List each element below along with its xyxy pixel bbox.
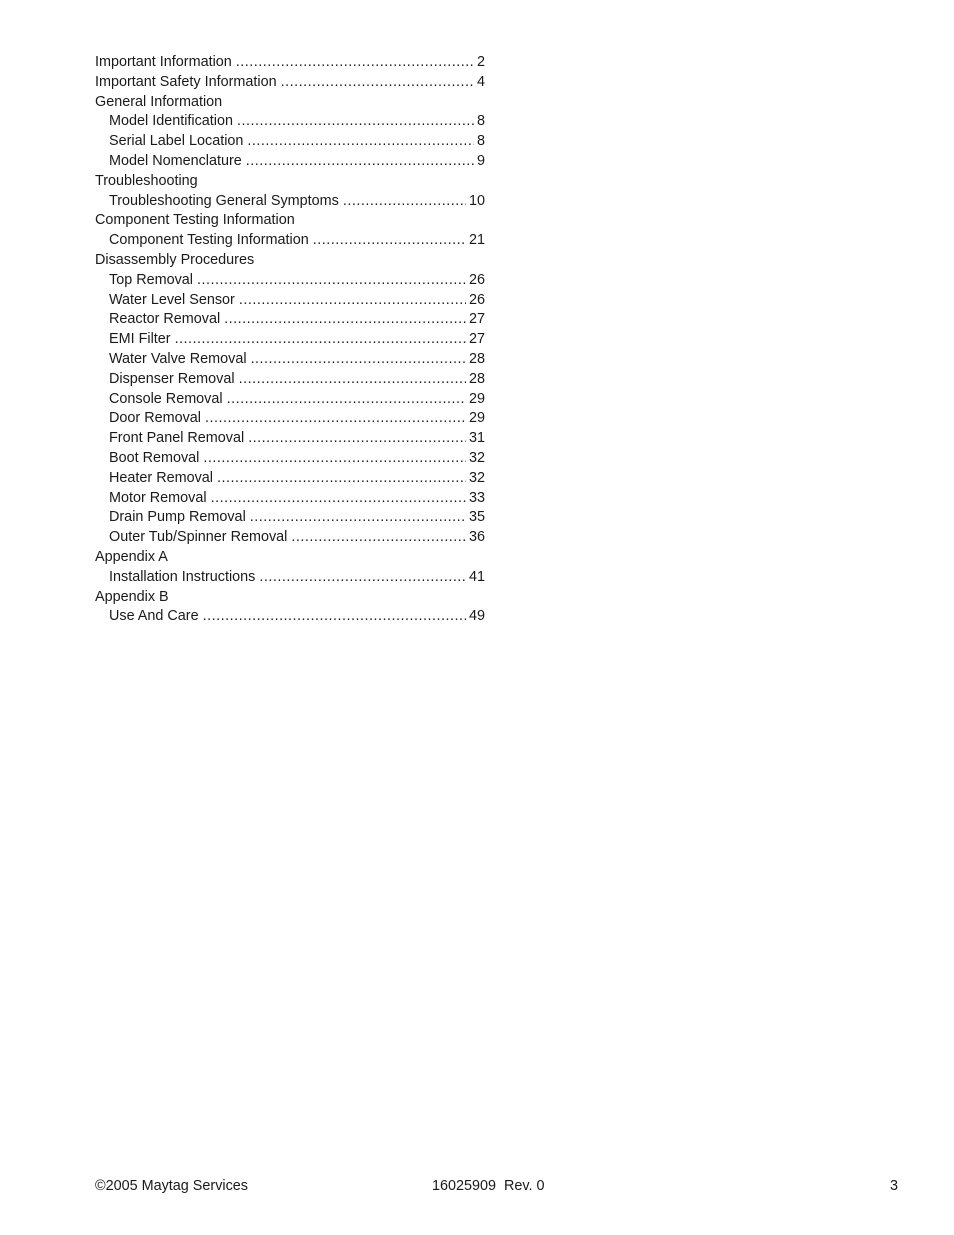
toc-entry-label: Troubleshooting xyxy=(95,172,198,189)
toc-entry-page: 27 xyxy=(468,331,485,348)
toc-entry-page: 35 xyxy=(468,509,485,526)
toc-leader-dots xyxy=(239,370,466,390)
toc-leader-dots xyxy=(175,330,466,350)
toc-leader-dots xyxy=(237,112,474,132)
toc-leader-dots xyxy=(313,231,466,251)
toc-entry[interactable] xyxy=(95,607,485,627)
toc-entry-page: 8 xyxy=(476,113,485,130)
toc-entry-page: 29 xyxy=(468,390,485,407)
toc-entry-label: EMI Filter xyxy=(109,331,171,348)
toc-entry-label: Use And Care xyxy=(109,608,199,625)
toc-entry[interactable] xyxy=(95,152,485,172)
toc-entry-label: Component Testing Information xyxy=(109,232,309,249)
table-of-contents xyxy=(95,53,485,627)
toc-entry-label: Outer Tub/Spinner Removal xyxy=(109,529,288,546)
toc-leader-dots xyxy=(227,390,466,410)
toc-entry[interactable] xyxy=(95,231,485,251)
toc-entry[interactable] xyxy=(95,528,485,548)
toc-entry[interactable] xyxy=(95,489,485,509)
toc-entry-page: 32 xyxy=(468,469,485,486)
toc-entry-page: 41 xyxy=(468,568,485,585)
toc-entry[interactable] xyxy=(95,449,485,469)
footer-copyright: ©2005 Maytag Services xyxy=(95,1178,248,1194)
toc-section-heading[interactable] xyxy=(95,548,485,568)
toc-leader-dots xyxy=(291,528,466,548)
toc-leader-dots xyxy=(205,409,466,429)
toc-entry-label: Door Removal xyxy=(109,410,201,427)
toc-entry[interactable] xyxy=(95,508,485,528)
toc-entry[interactable] xyxy=(95,429,485,449)
toc-entry-page: 26 xyxy=(468,291,485,308)
toc-leader-dots xyxy=(217,469,466,489)
toc-entry-page: 26 xyxy=(468,271,485,288)
toc-leader-dots xyxy=(239,291,466,311)
toc-section-heading[interactable] xyxy=(95,172,485,192)
toc-section-heading[interactable] xyxy=(95,53,485,73)
toc-entry-label: Important Information xyxy=(95,54,232,70)
toc-entry-label: General Information xyxy=(95,93,223,110)
toc-entry[interactable] xyxy=(95,330,485,350)
toc-leader-dots xyxy=(224,310,466,330)
toc-entry-page: 10 xyxy=(468,192,485,209)
toc-entry-label: Appendix B xyxy=(95,588,169,605)
toc-leader-dots xyxy=(251,350,466,370)
toc-entry-page: 28 xyxy=(468,370,485,387)
toc-entry-label: Model Nomenclature xyxy=(109,152,242,169)
toc-entry-label: Top Removal xyxy=(109,271,193,288)
toc-entry[interactable] xyxy=(95,370,485,390)
toc-entry-page: 28 xyxy=(468,350,485,367)
toc-entry[interactable] xyxy=(95,310,485,330)
toc-entry-page: 2 xyxy=(476,54,485,70)
toc-entry-page: 49 xyxy=(468,608,485,625)
toc-leader-dots xyxy=(247,132,474,152)
toc-entry-label: Motor Removal xyxy=(109,489,207,506)
toc-entry-label: Dispenser Removal xyxy=(109,370,235,387)
toc-entry-label: Drain Pump Removal xyxy=(109,509,246,526)
toc-entry-page: 4 xyxy=(476,73,485,90)
toc-leader-dots xyxy=(203,449,466,469)
toc-entry-label: Installation Instructions xyxy=(109,568,256,585)
toc-entry-label: Console Removal xyxy=(109,390,223,407)
toc-entry-label: Front Panel Removal xyxy=(109,430,245,447)
toc-entry-page: 21 xyxy=(468,232,485,249)
toc-leader-dots xyxy=(259,568,466,588)
toc-entry-label: Water Valve Removal xyxy=(109,350,247,367)
toc-entry[interactable] xyxy=(95,568,485,588)
toc-leader-dots xyxy=(197,271,466,291)
toc-entry[interactable] xyxy=(95,192,485,212)
toc-leader-dots xyxy=(211,489,466,509)
toc-entry-label: Component Testing Information xyxy=(95,212,295,229)
toc-entry-page: 29 xyxy=(468,410,485,427)
toc-leader-dots xyxy=(248,429,466,449)
footer-page-number: 3 xyxy=(889,1178,898,1194)
toc-entry-label: Disassembly Procedures xyxy=(95,251,255,268)
toc-section-heading[interactable] xyxy=(95,93,485,113)
toc-entry-page: 31 xyxy=(468,430,485,447)
toc-entry-label: Heater Removal xyxy=(109,469,213,486)
toc-entry-label: Model Identification xyxy=(109,113,233,130)
toc-entry-label: Serial Label Location xyxy=(109,133,244,150)
toc-section-heading[interactable] xyxy=(95,251,485,271)
toc-entry[interactable] xyxy=(95,112,485,132)
toc-entry[interactable] xyxy=(95,409,485,429)
toc-entry-label: Reactor Removal xyxy=(109,311,221,328)
toc-entry[interactable] xyxy=(95,271,485,291)
toc-entry-page: 32 xyxy=(468,449,485,466)
footer-doc-number: 16025909 Rev. 0 xyxy=(432,1178,545,1194)
toc-entry-page: 8 xyxy=(476,133,485,150)
toc-entry-label: Important Safety Information xyxy=(95,73,277,90)
toc-entry-label: Appendix A xyxy=(95,548,168,565)
toc-leader-dots xyxy=(250,508,466,528)
toc-section-heading[interactable] xyxy=(95,73,485,93)
toc-entry-page: 9 xyxy=(476,152,485,169)
toc-leader-dots xyxy=(236,53,474,73)
toc-entry-label: Troubleshooting General Symptoms xyxy=(109,192,339,209)
toc-entry-page: 36 xyxy=(468,529,485,546)
toc-entry[interactable] xyxy=(95,469,485,489)
toc-entry-page: 33 xyxy=(468,489,485,506)
toc-leader-dots xyxy=(203,607,466,627)
toc-entry[interactable] xyxy=(95,132,485,152)
toc-leader-dots xyxy=(343,192,466,212)
toc-entry-label: Water Level Sensor xyxy=(109,291,235,308)
toc-entry[interactable] xyxy=(95,350,485,370)
toc-entry-page: 27 xyxy=(468,311,485,328)
toc-entry[interactable] xyxy=(95,291,485,311)
toc-section-heading[interactable] xyxy=(95,211,485,231)
toc-entry-label: Boot Removal xyxy=(109,449,200,466)
toc-leader-dots xyxy=(281,73,474,93)
toc-section-heading[interactable] xyxy=(95,588,485,608)
toc-leader-dots xyxy=(246,152,474,172)
toc-entry[interactable] xyxy=(95,390,485,410)
